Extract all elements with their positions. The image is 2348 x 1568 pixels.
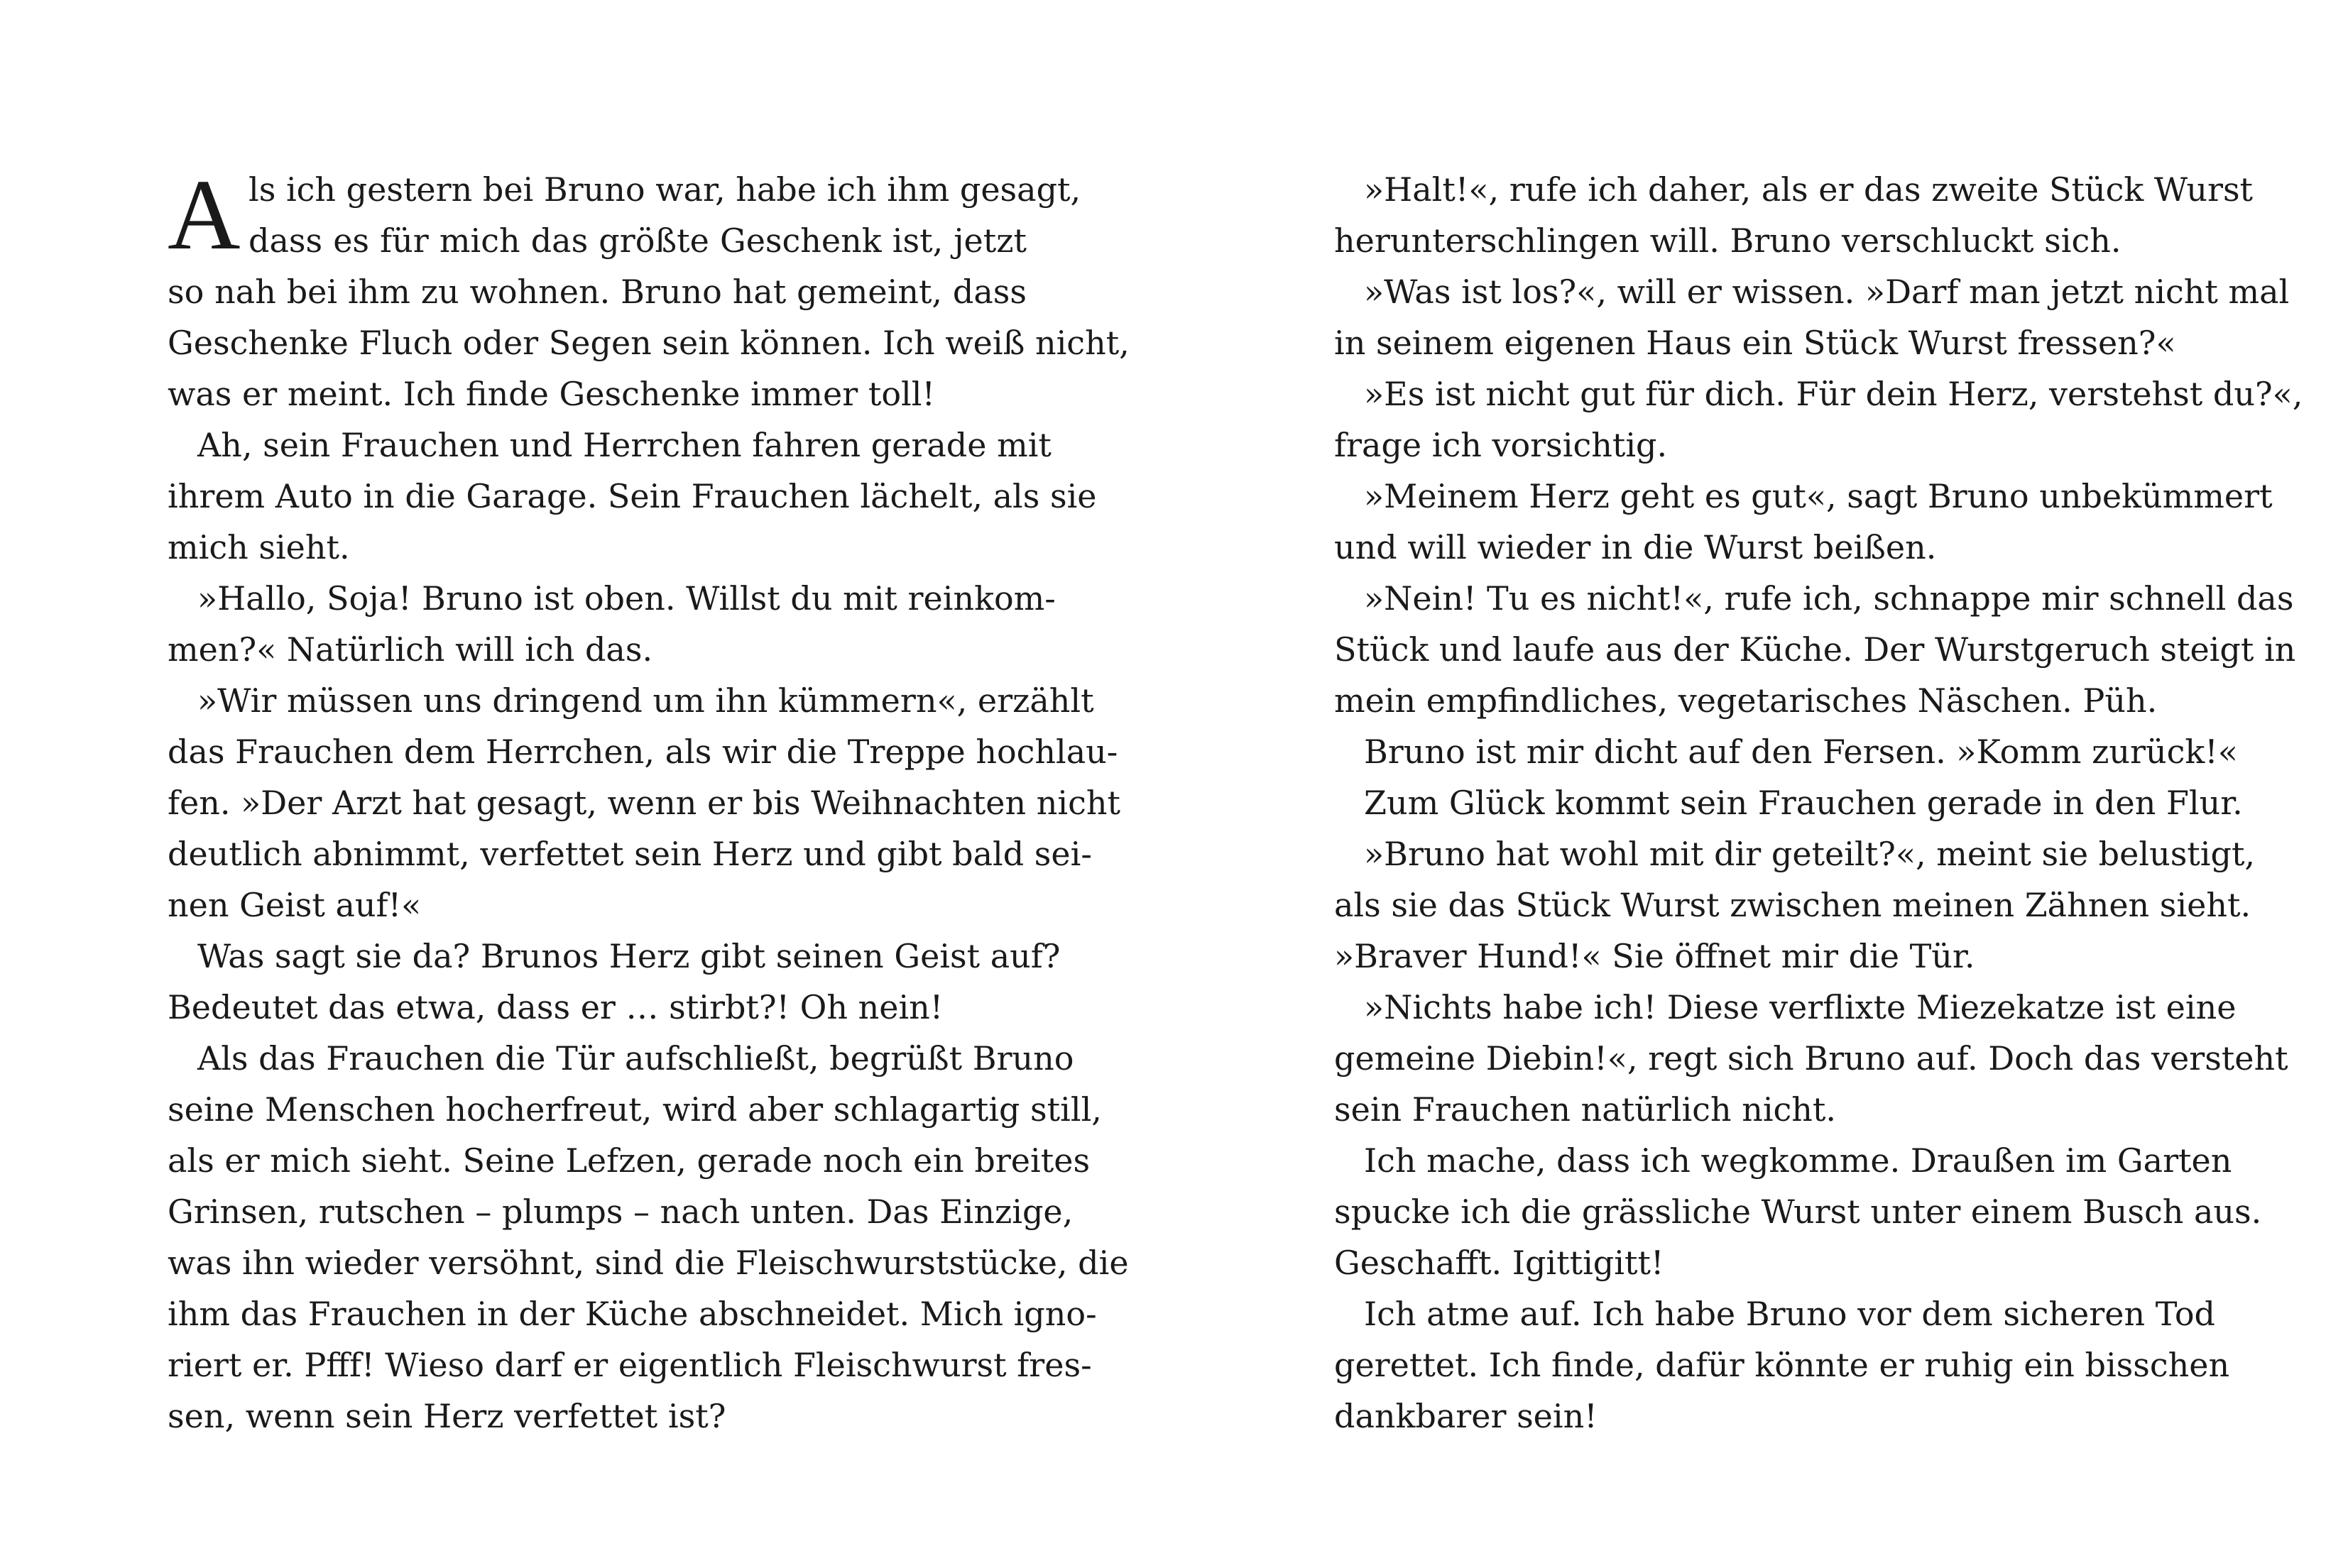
text-line: Was sagt sie da? Brunos Herz gibt seinen Geist auf? [197,937,1061,975]
text-line: Ah, sein Frauchen und Herrchen fahren gerade mit [197,426,1052,464]
text-line: sen, wenn sein Herz verfettet ist? [168,1397,726,1435]
text-line: Geschenke Fluch oder Segen sein können. Ich weiß nicht, [168,324,1130,362]
text-line: mein empfindliches, vegetarisches Näschen. Püh. [1334,681,2158,720]
text-line: »Hallo, Soja! Bruno ist oben. Willst du mit reinkom- [197,579,1056,618]
text-line: sein Frauchen natürlich nicht. [1334,1090,1837,1129]
text-line: deutlich abnimmt, verfettet sein Herz und gibt bald sei- [168,835,1092,873]
text-line: ihrem Auto in die Garage. Sein Frauchen lächelt, als sie [168,477,1097,515]
text-line: und will wieder in die Wurst beißen. [1334,528,1937,566]
text-line: Ich mache, dass ich wegkomme. Draußen im Garten [1364,1141,2232,1180]
drop-cap: A [168,158,241,270]
text-line: ihm das Frauchen in der Küche abschneidet. Mich igno- [168,1295,1097,1333]
text-line: Als das Frauchen die Tür aufschließt, begrüßt Bruno [197,1039,1074,1078]
text-line: Bruno ist mir dicht auf den Fersen. »Komm zurück!« [1364,733,2238,771]
text-line: »Nichts habe ich! Diese verflixte Miezekatze ist eine [1364,988,2237,1026]
text-line: »Halt!«, rufe ich daher, als er das zweite Stück Wurst [1364,170,2254,209]
text-line: »Bruno hat wohl mit dir geteilt?«, meint sie belustigt, [1364,835,2256,873]
text-line: gemeine Diebin!«, regt sich Bruno auf. Doch das versteht [1334,1039,2288,1078]
text-line: »Nein! Tu es nicht!«, rufe ich, schnappe mir schnell das [1364,579,2294,618]
text-line: »Es ist nicht gut für dich. Für dein Herz, verstehst du?«, [1364,375,2303,413]
text-line: »Meinem Herz geht es gut«, sagt Bruno unbekümmert [1364,477,2273,515]
text-line: Stück und laufe aus der Küche. Der Wurstgeruch steigt in [1334,630,2296,669]
opening-paragraph [168,158,1130,420]
text-line: spucke ich die grässliche Wurst unter einem Busch aus. [1334,1193,2262,1231]
text-line: »Braver Hund!« Sie öffnet mir die Tür. [1334,937,1975,975]
text-line: als er mich sieht. Seine Lefzen, gerade noch ein breites [168,1141,1091,1180]
text-line: seine Menschen hocherfreut, wird aber schlagartig still, [168,1090,1102,1129]
text-line: herunterschlingen will. Bruno verschluckt sich. [1334,221,2122,260]
text-line: gerettet. Ich finde, dafür könnte er ruhig ein bisschen [1334,1346,2230,1384]
text-line: men?« Natürlich will ich das. [168,630,653,669]
right-page [1334,164,2303,1442]
text-line: nen Geist auf!« [168,886,422,924]
text-line: Bedeutet das etwa, dass er … stirbt?! Oh nein! [168,988,944,1026]
text-line: Ich atme auf. Ich habe Bruno vor dem sicheren Tod [1364,1295,2215,1333]
text-line: Zum Glück kommt sein Frauchen gerade in den Flur. [1364,784,2243,822]
text-line: so nah bei ihm zu wohnen. Bruno hat gemeint, dass [168,273,1027,311]
text-line: mich sieht. [168,528,350,566]
text-line: ls ich gestern bei Bruno war, habe ich ihm gesagt, [249,170,1081,209]
text-line: Grinsen, rutschen – plumps – nach unten. Das Einzige, [168,1193,1074,1231]
text-line: was er meint. Ich finde Geschenke immer toll! [168,375,935,413]
text-line: dankbarer sein! [1334,1397,1598,1435]
text-line: dass es für mich das größte Geschenk ist, jetzt [249,221,1027,260]
left-page [168,158,1130,1442]
text-line: »Was ist los?«, will er wissen. »Darf man jetzt nicht mal [1364,273,2290,311]
text-line: »Wir müssen uns dringend um ihn kümmern«, erzählt [197,681,1094,720]
text-line: was ihn wieder versöhnt, sind die Fleischwurststücke, die [168,1244,1129,1282]
text-line: fen. »Der Arzt hat gesagt, wenn er bis Weihnachten nicht [168,784,1120,822]
text-line: als sie das Stück Wurst zwischen meinen Zähnen sieht. [1334,886,2251,924]
text-line: riert er. Pfff! Wieso darf er eigentlich Fleischwurst fres- [168,1346,1092,1384]
text-line: das Frauchen dem Herrchen, als wir die Treppe hochlau- [168,733,1118,771]
text-line: frage ich vorsichtig. [1334,426,1668,464]
text-line: in seinem eigenen Haus ein Stück Wurst fressen?« [1334,324,2176,362]
text-line: Geschafft. Igittigitt! [1334,1244,1664,1282]
